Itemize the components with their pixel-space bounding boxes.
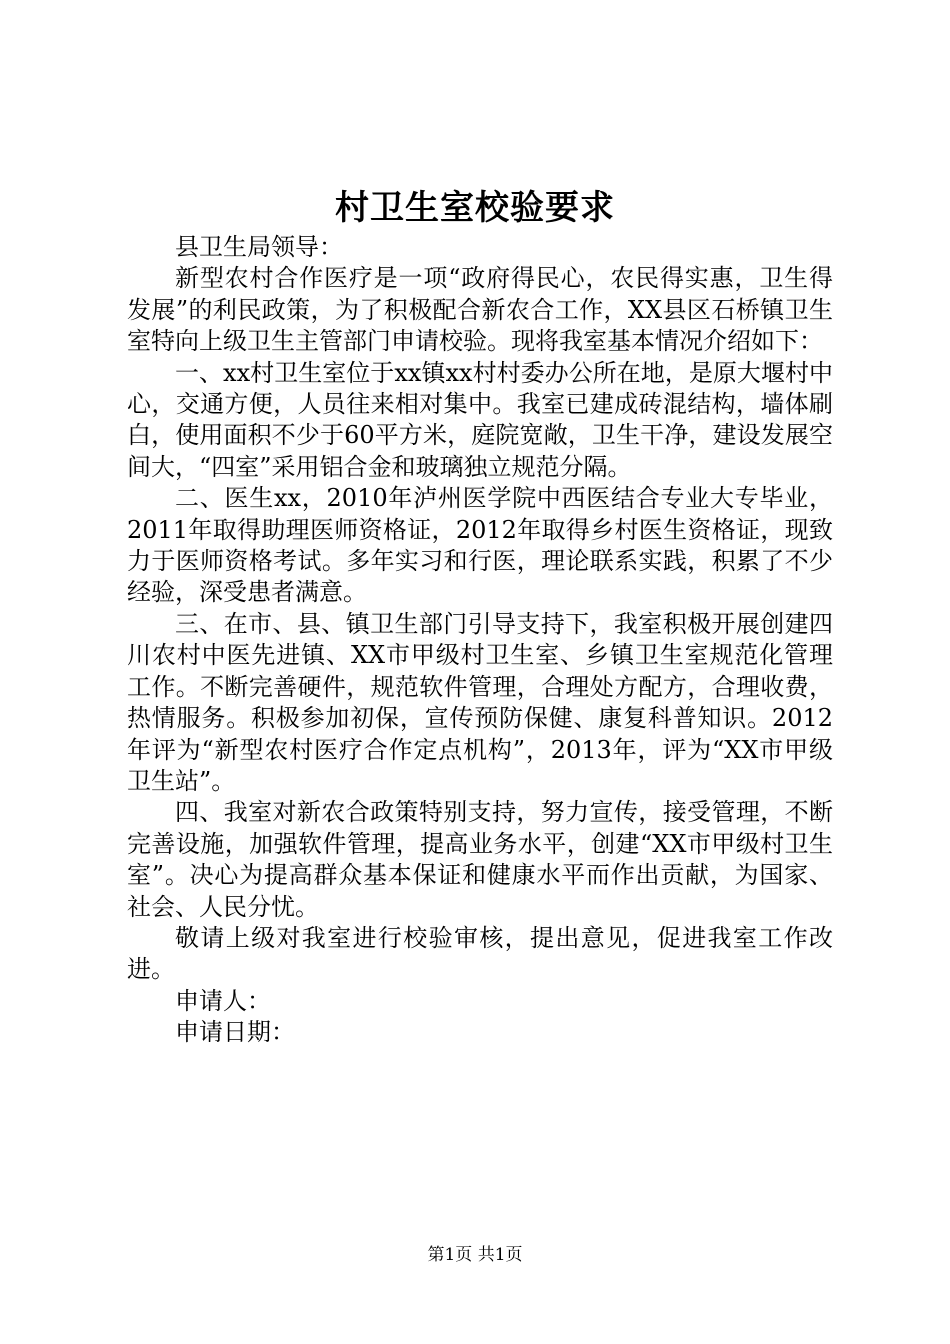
paragraph-section-four: 四、我室对新农合政策特别支持，努力宣传，接受管理，不断完善设施，加强软件管理，提高业务水平，创建“XX市甲级村卫生室”。决心为提高群众基本保证和健康水平而作出贡献，为国家、社会、人民分忧。 (127, 798, 833, 921)
paragraph-section-two: 二、医生xx，2010年泸州医学院中西医结合专业大专毕业，2011年取得助理医师资格证，2012年取得乡村医生资格证，现致力于医师资格考试。多年实习和行医，理论联系实践，积累了不少经验，深受患者满意。 (127, 484, 833, 607)
paragraph-section-three: 三、在市、县、镇卫生部门引导支持下，我室积极开展创建四川农村中医先进镇、XX市甲级村卫生室、乡镇卫生室规范化管理工作。不断完善硬件，规范软件管理，合理处方配方，合理收费，热情服务。积极参加初保，宣传预防保健、康复科普知识。2012年评为“新型农村医疗合作定点机构”，2013年，评为“XX市甲级卫生站”。 (127, 609, 833, 795)
document-body (127, 232, 833, 1049)
applicant-label: 申请人： (175, 986, 271, 1015)
paragraph-request: 敬请上级对我室进行校验审核，提出意见，促进我室工作改进。 (127, 923, 833, 984)
document-title: 村卫生室校验要求 (335, 188, 615, 228)
page-footer: 第1页 共1页 (427, 1245, 523, 1265)
paragraph-intro: 新型农村合作医疗是一项“政府得民心，农民得实惠，卫生得发展”的利民政策，为了积极配合新农合工作，XX县区石桥镇卫生室特向上级卫生主管部门申请校验。现将我室基本情况介绍如下： (127, 264, 833, 356)
salutation: 县卫生局领导： (175, 233, 343, 261)
date-label: 申请日期： (175, 1018, 295, 1047)
paragraph-section-one: 一、xx村卫生室位于xx镇xx村村委办公所在地，是原大堰村中心，交通方便，人员往来相对集中。我室已建成砖混结构，墙体刷白，使用面积不少于60平方米，庭院宽敞，卫生干净，建设发展空间大，“四室”采用铝合金和玻璃独立规范分隔。 (127, 358, 833, 481)
